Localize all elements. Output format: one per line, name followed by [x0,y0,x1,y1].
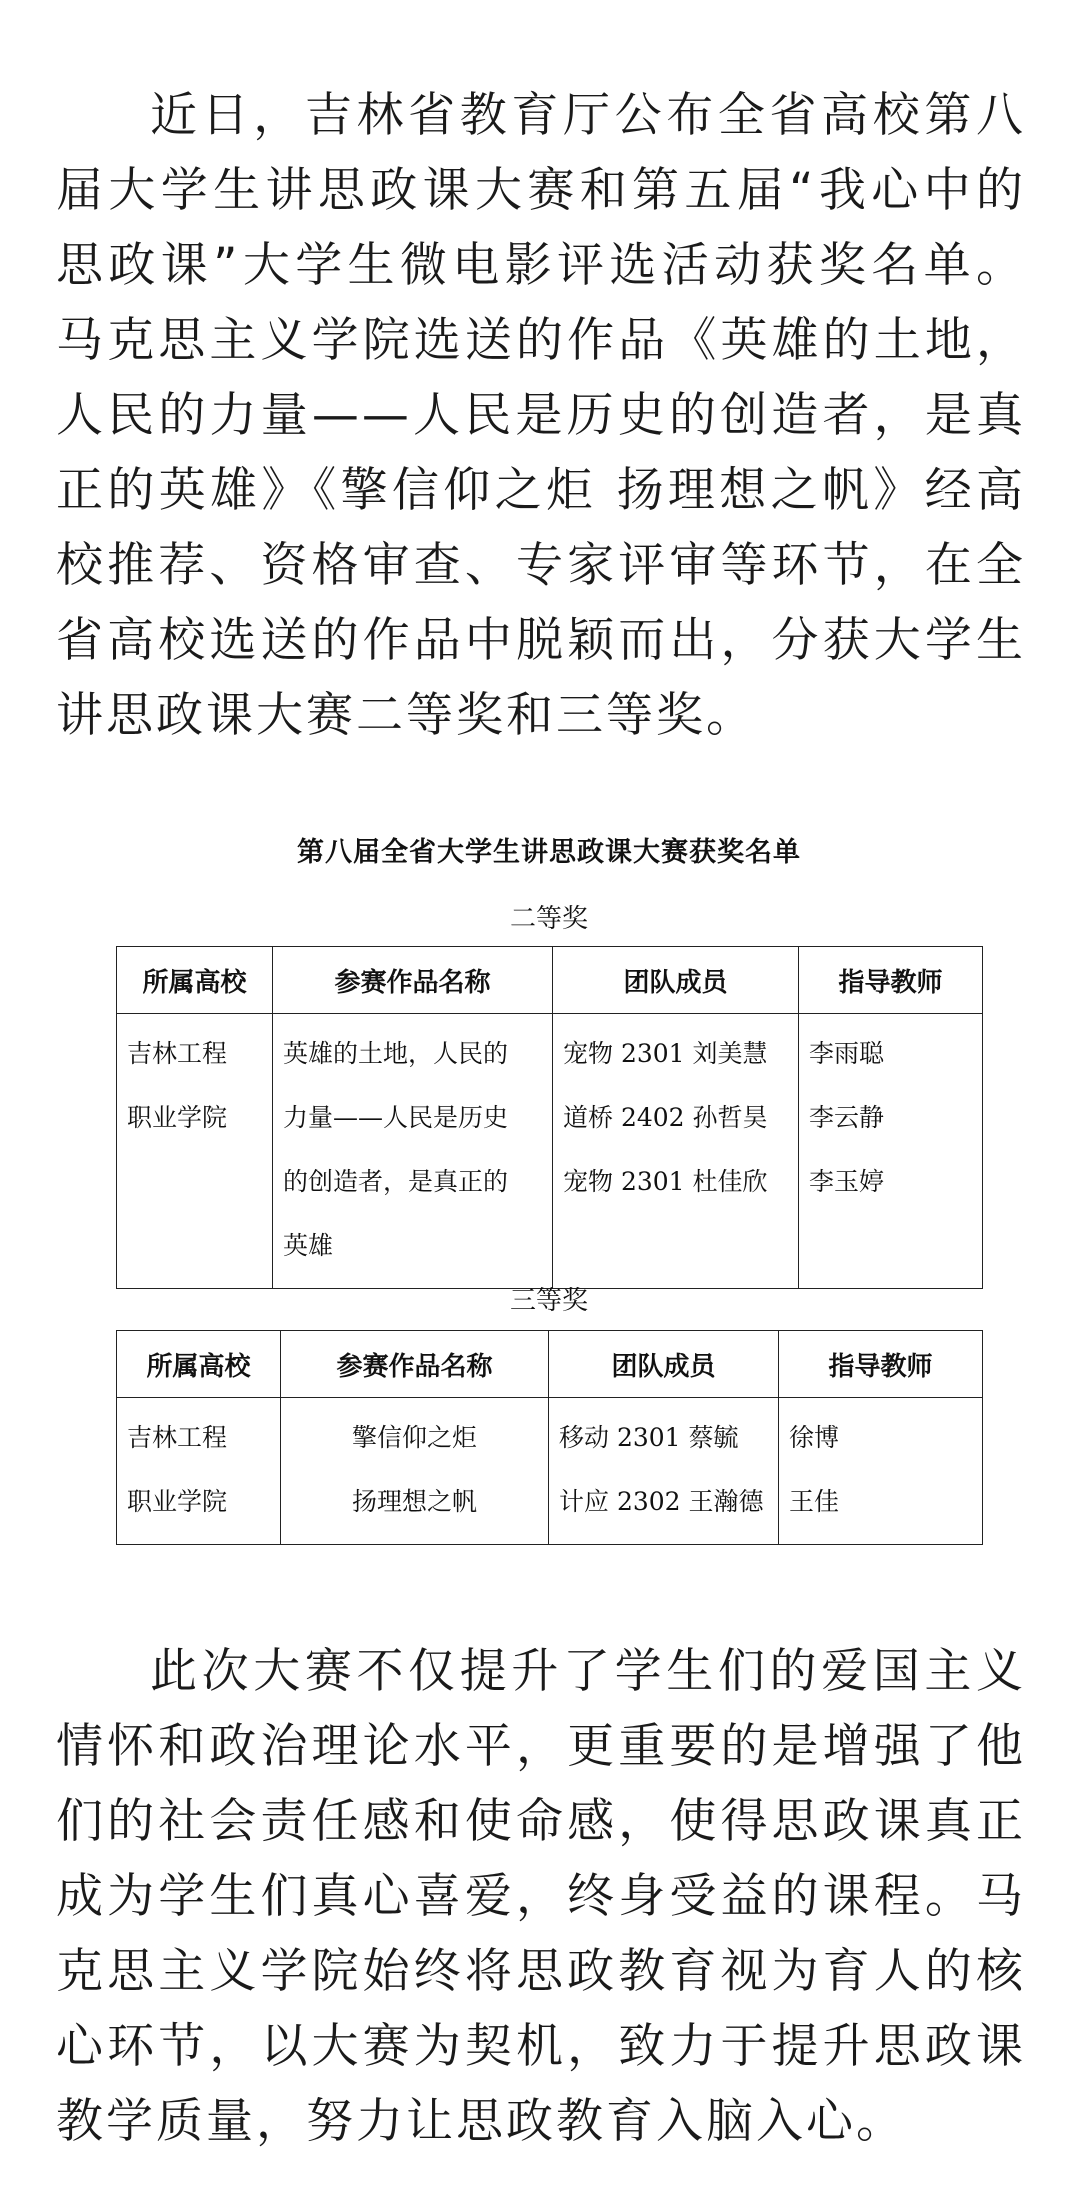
header-work: 参赛作品名称 [273,947,553,1014]
cell-work [273,1014,553,1289]
work-line: 的创造者，是真正的 [283,1167,509,1196]
teacher-name: 李玉婷 [809,1167,885,1196]
teacher-name: 王佳 [789,1487,840,1516]
cell-teachers [799,1014,983,1289]
cell-school [117,1398,281,1545]
work-line: 英雄 [283,1231,334,1260]
member-name: 宠物 2301 杜佳欣 [563,1167,768,1196]
member-name: 宠物 2301 刘美慧 [563,1039,768,1068]
school-line: 职业学院 [127,1487,228,1516]
closing-paragraph: 此次大赛不仅提升了学生们的爱国主义情怀和政治理论水平，更重要的是增强了他们的社会责任感和使命感，使得思政课真正成为学生们真心喜爱，终身受益的课程。马克思主义学院始终将思政教育视为育人的核心环节，以大赛为契机，致力于提升思政课教学质量，努力让思政教育入脑入心。 [56,1644,1026,2149]
cell-teachers [779,1398,983,1545]
table-row [117,1014,983,1289]
member-name: 移动 2301 蔡毓 [559,1423,739,1452]
table-header-row [117,947,983,1014]
school-line: 吉林工程 [127,1423,228,1452]
header-school: 所属高校 [117,947,273,1014]
teacher-name: 李雨聪 [809,1039,885,1068]
cell-members [549,1398,779,1545]
work-line: 扬理想之帆 [351,1487,477,1516]
school-line: 吉林工程 [127,1039,228,1068]
header-members: 团队成员 [553,947,799,1014]
header-members: 团队成员 [549,1331,779,1398]
header-work: 参赛作品名称 [281,1331,549,1398]
cell-members [553,1014,799,1289]
header-school: 所属高校 [117,1331,281,1398]
work-line: 力量——人民是历史 [283,1103,509,1132]
member-name: 计应 2302 王瀚德 [559,1487,764,1516]
second-prize-table [116,946,983,1289]
school-line: 职业学院 [127,1103,228,1132]
teacher-name: 徐博 [789,1423,840,1452]
table-row [117,1398,983,1545]
header-teachers: 指导教师 [799,947,983,1014]
second-prize-label: 二等奖 [509,904,588,934]
work-line: 擎信仰之炬 [351,1423,477,1452]
cell-school [117,1014,273,1289]
member-name: 道桥 2402 孙哲昊 [563,1103,768,1132]
third-prize-label: 三等奖 [509,1286,588,1316]
teacher-name: 李云静 [809,1103,885,1132]
award-list-title: 第八届全省大学生讲思政课大赛获奖名单 [297,837,801,868]
intro-paragraph: 近日，吉林省教育厅公布全省高校第八届大学生讲思政课大赛和第五届“我心中的思政课”大学生微电影评选活动获奖名单。马克思主义学院选送的作品《英雄的土地，人民的力量——人民是历史的创造者，是真正的英雄》《擎信仰之炬 扬理想之帆》经高校推荐、资格审查、专家评审等环节，在全省高校选送的作品中脱颖而出，分获大学生讲思政课大赛二等奖和三等奖。 [56,88,1026,743]
work-line: 英雄的土地，人民的 [283,1039,509,1068]
third-prize-table [116,1330,983,1545]
header-teachers: 指导教师 [779,1331,983,1398]
table-header-row [117,1331,983,1398]
award-list-image [116,820,982,1540]
cell-work [281,1398,549,1545]
